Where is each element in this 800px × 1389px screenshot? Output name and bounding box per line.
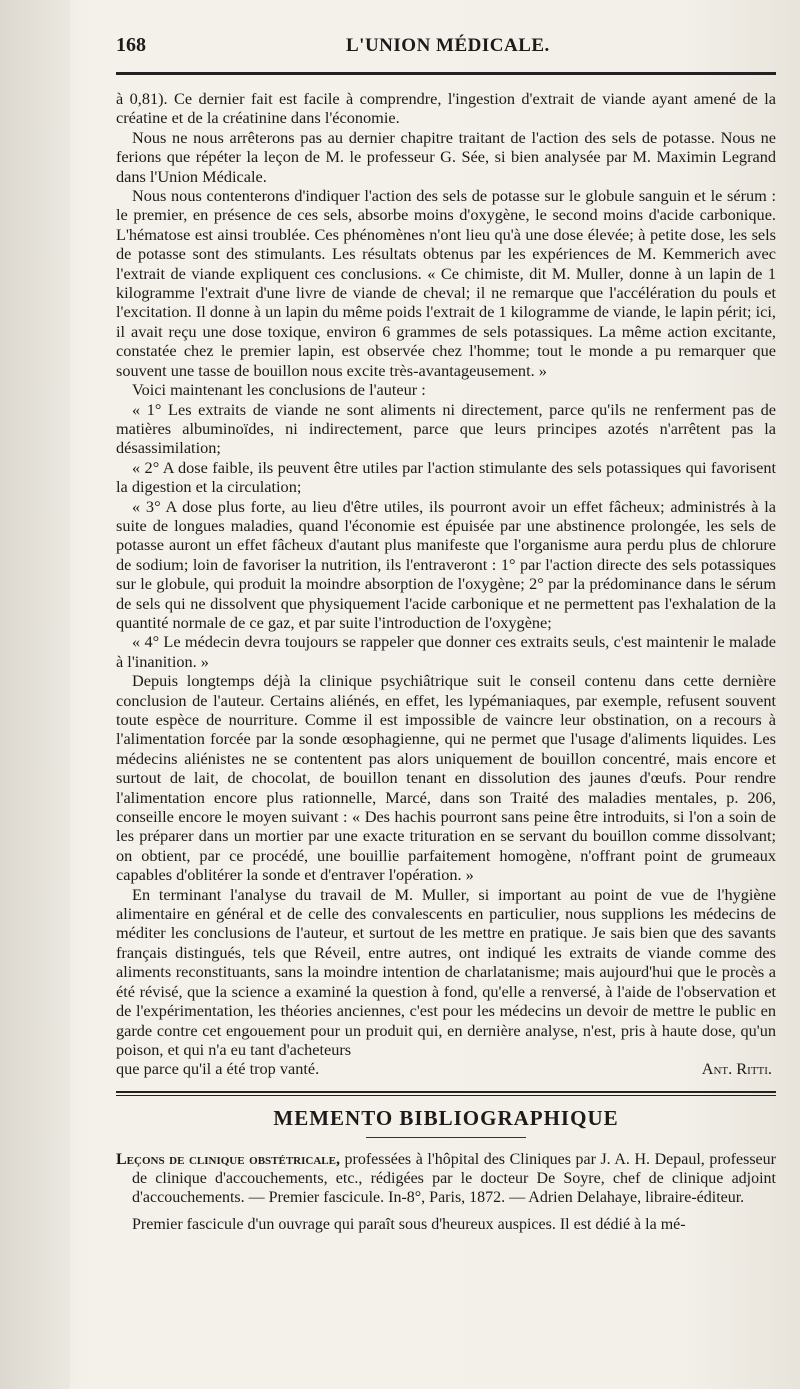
- paragraph: Nous ne nous arrêterons pas au dernier chapitre traitant de l'action des sels de potasse. Nous ne ferions que répéter la leçon de M. le professeur G. Sée, si bien analysée par M. Maximin Legrand dans l'Union Médicale.: [116, 127, 776, 186]
- paragraph: « 2° A dose faible, ils peuvent être utiles par l'action stimulante des sels potassiques qui favorisent la digestion et la circulation;: [116, 457, 776, 497]
- closing-line: [116, 1059, 776, 1078]
- article-body: [116, 89, 776, 1079]
- entry-details: professées à l'hôpital des Cliniques par J. A. H. Depaul, professeur de clinique d'accouchements, etc., rédigées par le docteur De Soyre, chef de clinique adjoint d'accouchements. — Premier fascicule. In-8°, Paris, 1872. — Adrien Delahaye, libraire-éditeur.: [132, 1150, 776, 1207]
- running-head: L'UNION MÉDICALE.: [346, 35, 550, 56]
- author-signature: Ant. Ritti.: [701, 1059, 772, 1079]
- page-header: [116, 34, 776, 68]
- paragraph: Premier fascicule d'un ouvrage qui paraît sous d'heureux auspices. Il est dédié à la mé-: [132, 1216, 686, 1234]
- page-number: 168: [116, 34, 146, 56]
- paragraph: En terminant l'analyse du travail de M. Muller, si important au point de vue de l'hygiène alimentaire en général et de celle des convalescents en particulier, nous supplions les médecins de méditer les conclusions de l'auteur, et surtout de les mettre en pratique. Je sais bien que des savants français distingués, tels que Réveil, entre autres, ont indiqué les extraits de viande comme des aliments reconstituants, sans la moindre intention de charlatanisme; mais aujourd'hui que le procès a été révisé, que la science a examiné la question à fond, qu'elle a renversé, à l'aide de l'observation et de l'expérimentation, les théories anciennes, c'est pour les médecins un devoir de mettre le public en garde contre cet engouement pour un produit qui, en dernière analyse, n'est, pris à haute dose, qu'un poison, et qui n'a eu tant d'acheteurs: [116, 884, 776, 1059]
- paragraph: « 4° Le médecin devra toujours se rappeler que donner ces extraits seuls, c'est maintenir le malade à l'inanition. »: [116, 632, 776, 671]
- paragraph: « 3° A dose plus forte, au lieu d'être utiles, ils pourront avoir un effet fâcheux; administrés à la suite de longues maladies, quand l'économie est épuisée par une abstinence prolongée, les sels de potasse auront un effet fâcheux d'autant plus manifeste que l'organisme aura perdu plus de chlorure de sodium; loin de favoriser la nutrition, ils l'entraveront : 1° par l'action directe des sels potassiques sur le globule, qui produit la moindre absorption de l'oxygène; 2° par la prédominance dans le sérum de sels qui ne dissolvent que physiquement l'acide carbonique et ne permettent pas l'exhalation de la quantité normale de ce gaz, et par suite l'introduction de l'oxygène;: [116, 496, 776, 632]
- header-rule: [116, 72, 776, 75]
- paragraph: Depuis longtemps déjà la clinique psychiâtrique suit le conseil contenu dans cette dernière conclusion de l'auteur. Certains aliénés, en effet, les lypémaniaques, par exemple, refusent souvent toute espèce de nourriture. Comme il est impossible de vaincre leur obstination, on a recours à l'alimentation forcée par la sonde œsophagienne, qui ne permet que l'usage d'aliments liquides. Les médecins aliénistes ne se contentent pas alors uniquement de bouillon concentré, mais encore et surtout de lait, de chocolat, de bouillon tenant en dissolution des jaunes d'œufs. Pour rendre l'alimentation encore plus rationnelle, Marcé, dans son Traité des maladies mentales, p. 206, conseille encore le moyen suivant : « Des hachis pourront sans peine être introduits, si l'on a soin de les préparer dans un mortier par une exacte trituration en se servant du bouillon comme dissolvant; on obtient, par ce procédé, une bouillie parfaitement homogène, n'offrant point de grumeaux capables d'oblitérer la sonde et d'entraver l'opération. »: [116, 671, 776, 885]
- paragraph: à 0,81). Ce dernier fait est facile à comprendre, l'ingestion d'extrait de viande ayant amené de la créatine et de la créatinine dans l'économie.: [116, 89, 776, 128]
- paragraph: Nous nous contenterons d'indiquer l'action des sels de potasse sur le globule sanguin et le sérum : le premier, en présence de ces sels, absorbe moins d'oxygène, le second moins d'acide carbonique. L'hématose est ainsi troublée. Ces phénomènes n'ont lieu qu'à une dose élevée; à petite dose, les sels de potasse sont des stimulants. Les résultats obtenus par les expériences de M. Kemmerich avec l'extrait de viande expliquent ces conclusions. « Ce chimiste, dit M. Muller, donne à un lapin de 1 kilogramme l'extrait d'une livre de viande de cheval; il ne remarque que l'accélération du pouls et l'excitation. Il donne à un lapin du même poids l'extrait de 1 kilogramme de viande, le lapin périt; ici, il avait reçu une dose toxique, environ 6 grammes de sels potassiques. La même action excitante, constatée chez le premier lapin, est observée chez l'homme; tout le monde a pu remarquer que souvent une tasse de bouillon nous excite très-avantageusement. »: [116, 186, 776, 380]
- section-title: MEMENTO BIBLIOGRAPHIQUE: [273, 1105, 619, 1130]
- bibliography-section: [116, 1150, 776, 1235]
- entry-title: Leçons de clinique obstétricale,: [116, 1150, 340, 1168]
- paragraph: « 1° Les extraits de viande ne sont aliments ni directement, parce qu'ils ne renferment pas de matières albuminoïdes, ni indirectement, parce que leurs principes azotés n'arrêtent pas la désassimilation;: [116, 399, 776, 458]
- page-gutter-shadow: [0, 0, 70, 1389]
- closing-text: que parce qu'il a été trop vanté.: [116, 1059, 320, 1079]
- title-underline: [366, 1137, 526, 1138]
- paragraph: Voici maintenant les conclusions de l'auteur :: [132, 380, 426, 400]
- bibliography-entry: [116, 1150, 776, 1208]
- section-divider: [116, 1091, 776, 1096]
